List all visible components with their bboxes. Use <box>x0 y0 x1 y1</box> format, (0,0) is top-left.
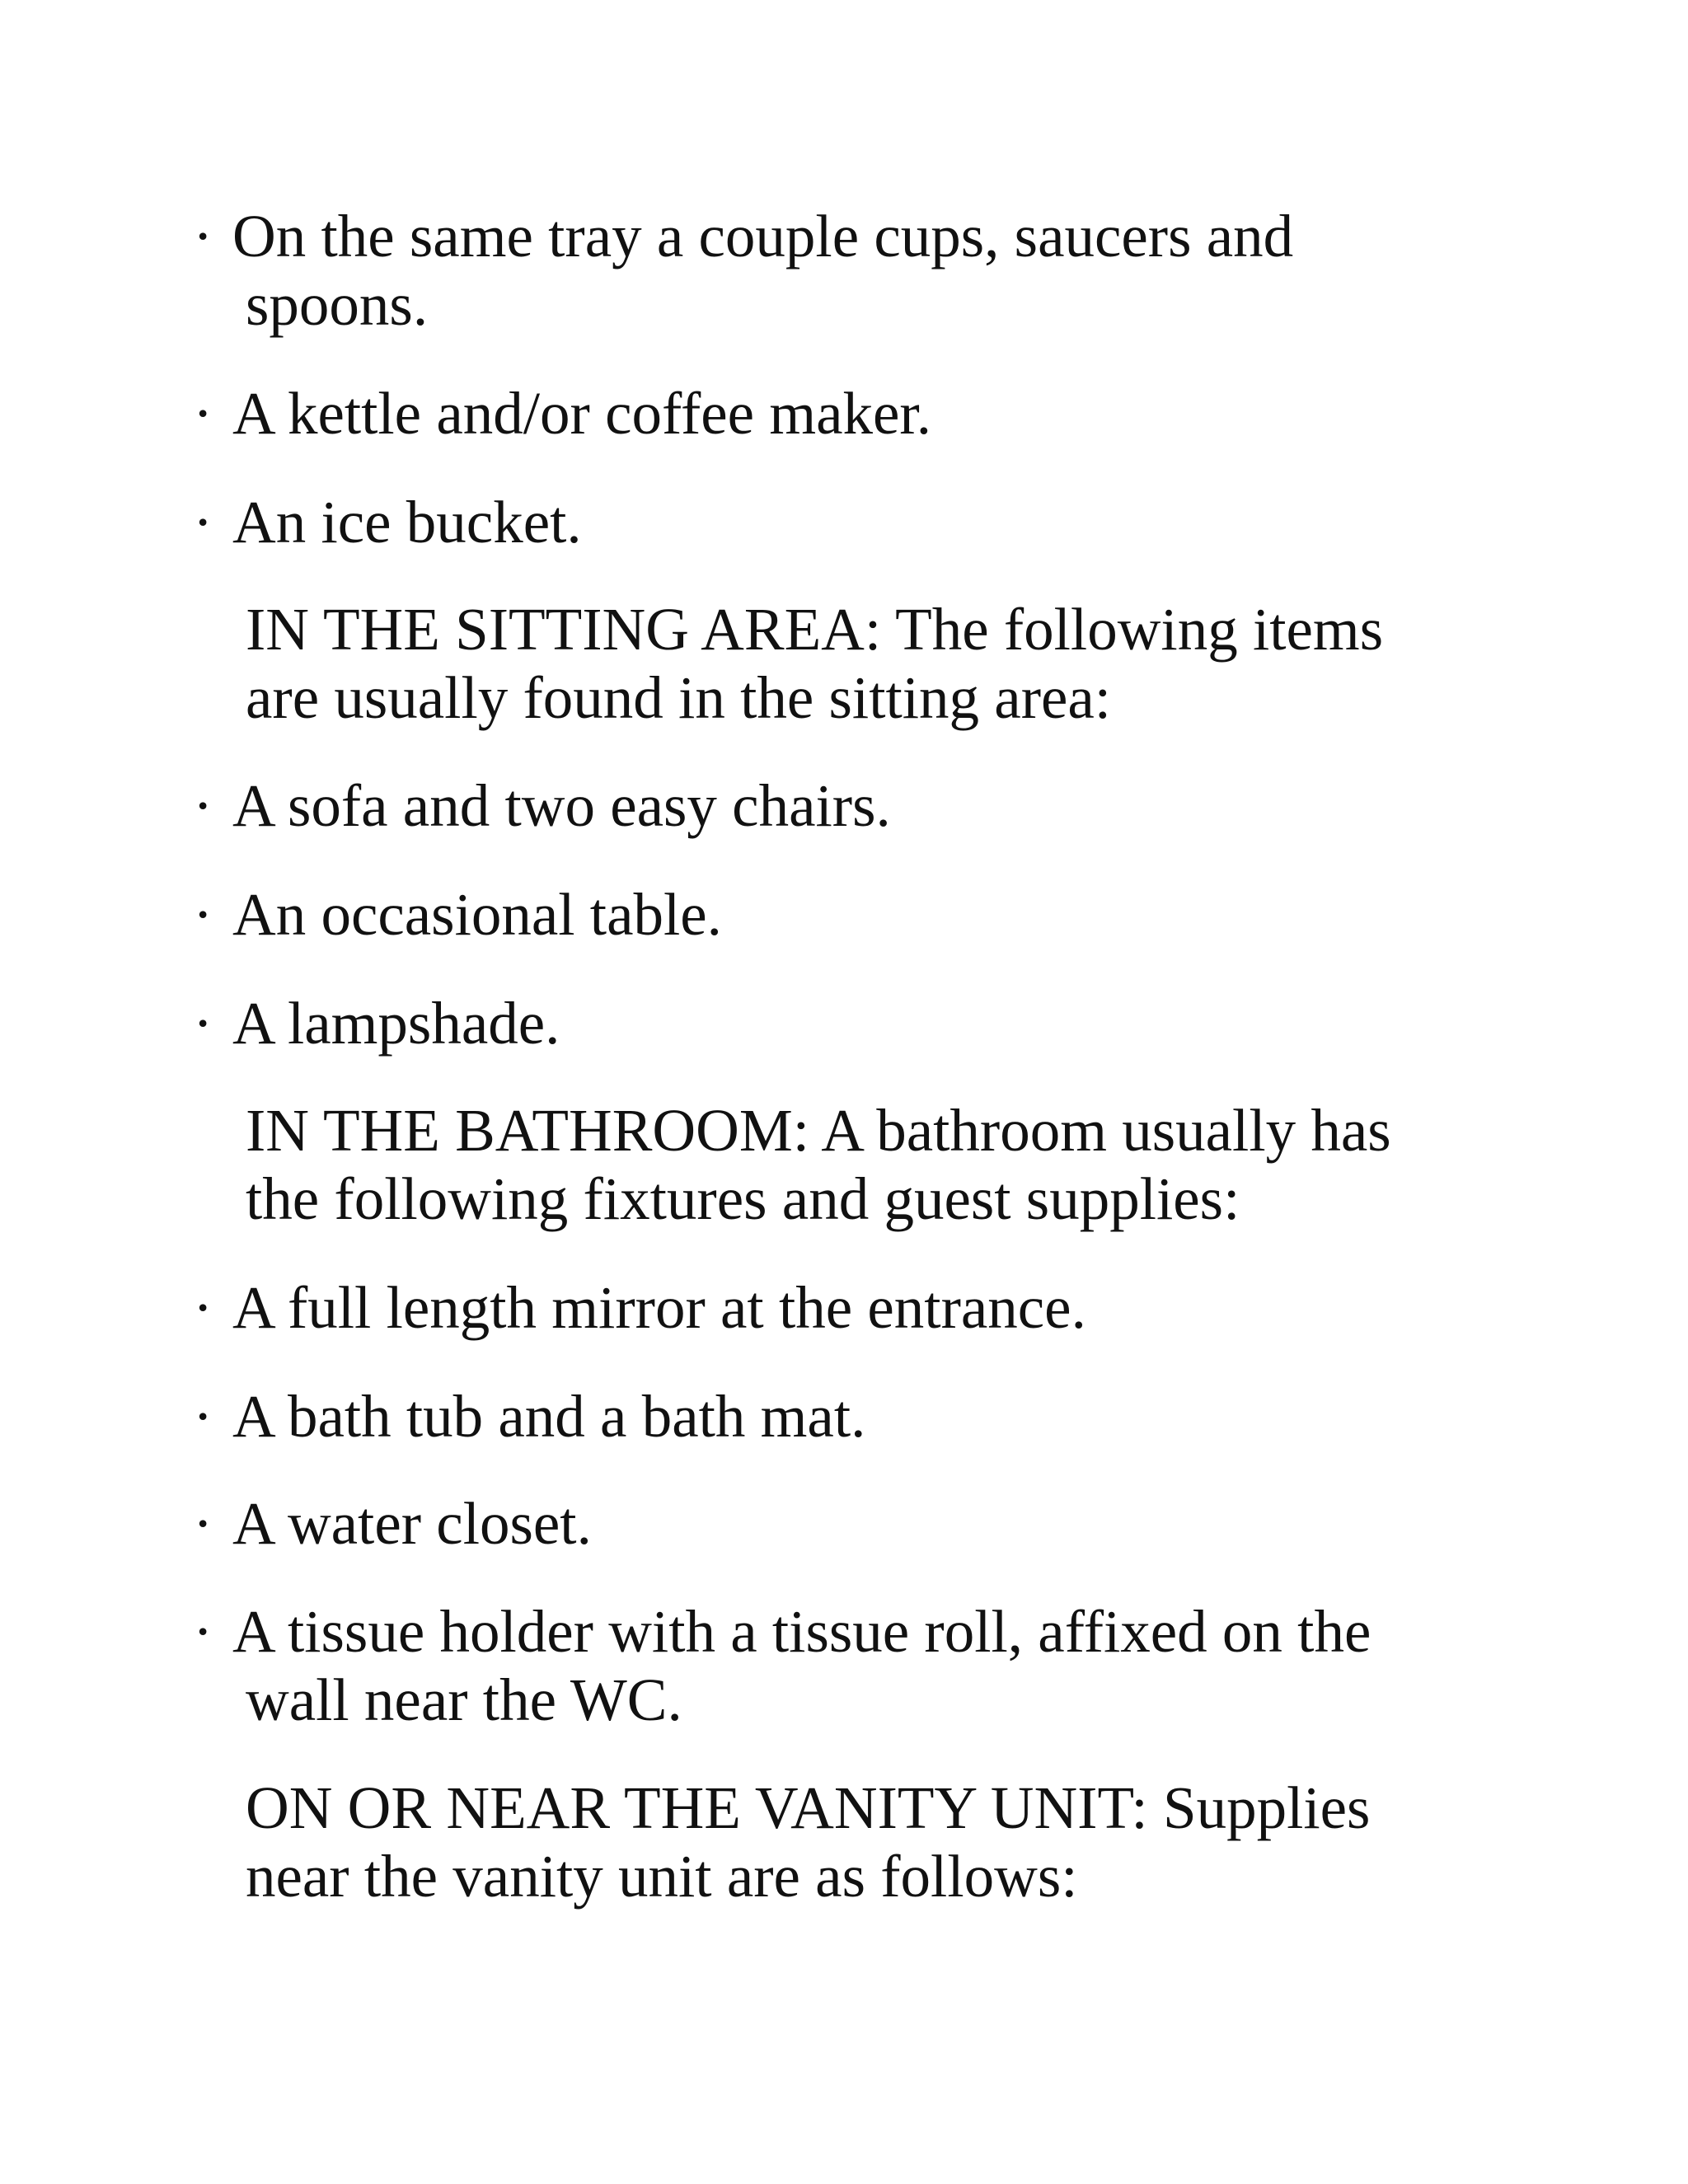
bullet-item-line: An occasional table. <box>232 881 722 948</box>
bullet-item-line: A bath tub and a bath mat. <box>232 1383 866 1450</box>
bullet-item-line: On the same tray a couple cups, saucers and <box>232 203 1294 269</box>
bullet-dot: · <box>193 1598 213 1665</box>
bullet-item-line: A water closet. <box>232 1490 592 1557</box>
section-paragraph-line: ON OR NEAR THE VANITY UNIT: Supplies <box>246 1774 1371 1841</box>
bullet-item-line: A sofa and two easy chairs. <box>232 772 891 839</box>
bullet-item-line: A kettle and/or coffee maker. <box>232 380 931 447</box>
bullet-dot: · <box>193 380 213 447</box>
bullet-dot: · <box>193 772 213 839</box>
bullet-dot: · <box>193 1490 213 1557</box>
bullet-dot: · <box>193 990 213 1057</box>
bullet-dot: · <box>193 489 213 555</box>
bullet-item-line: A tissue holder with a tissue roll, affixed on the <box>232 1598 1372 1665</box>
bullet-item-line: An ice bucket. <box>232 489 582 555</box>
bullet-dot: · <box>193 1274 213 1341</box>
bullet-item-line: A lampshade. <box>232 990 560 1057</box>
bullet-item-line: spoons. <box>246 271 429 338</box>
section-paragraph-line: the following fixtures and guest supplies: <box>246 1165 1240 1232</box>
bullet-item-line: A full length mirror at the entrance. <box>232 1274 1086 1341</box>
bullet-dot: · <box>193 881 213 948</box>
bullet-dot: · <box>193 203 213 269</box>
section-paragraph-line: are usually found in the sitting area: <box>246 664 1112 731</box>
bullet-item-line: wall near the WC. <box>246 1666 682 1733</box>
section-paragraph-line: IN THE SITTING AREA: The following items <box>246 596 1384 663</box>
section-paragraph-line: IN THE BATHROOM: A bathroom usually has <box>246 1097 1391 1164</box>
bullet-dot: · <box>193 1383 213 1450</box>
section-paragraph-line: near the vanity unit are as follows: <box>246 1843 1078 1910</box>
